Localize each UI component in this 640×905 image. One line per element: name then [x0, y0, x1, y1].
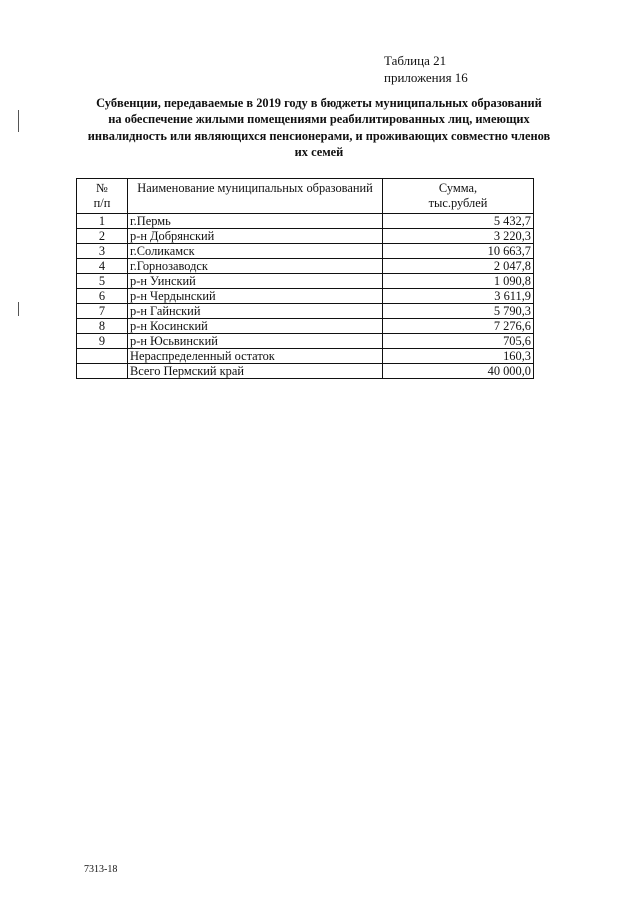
header-num: № п/п — [77, 179, 128, 214]
row-sum: 7 276,6 — [383, 319, 534, 334]
row-sum: 10 663,7 — [383, 244, 534, 259]
row-sum: 5 790,3 — [383, 304, 534, 319]
row-sum: 3 220,3 — [383, 229, 534, 244]
table-number: Таблица 21 — [384, 53, 447, 68]
document-code: 7313-18 — [84, 864, 118, 875]
row-num: 1 — [77, 214, 128, 229]
row-sum: 1 090,8 — [383, 274, 534, 289]
table-body — [77, 214, 534, 379]
document-title — [78, 95, 560, 161]
title-line: Субвенции, передаваемые в 2019 году в бюджеты муниципальных образований — [96, 96, 542, 110]
row-num: 7 — [77, 304, 128, 319]
row-name: р-н Гайнский — [128, 304, 383, 319]
row-name: р-н Косинский — [128, 319, 383, 334]
row-sum: 5 432,7 — [383, 214, 534, 229]
title-line: на обеспечение жилыми помещениями реабилитированных лиц, имеющих — [108, 112, 530, 127]
row-name: р-н Чердынский — [128, 289, 383, 304]
table-row — [77, 334, 534, 349]
row-num: 2 — [77, 229, 128, 244]
table-row — [77, 259, 534, 274]
row-name: Нераспределенный остаток — [128, 349, 383, 364]
table-row — [77, 244, 534, 259]
row-sum: 705,6 — [383, 334, 534, 349]
row-sum: 160,3 — [383, 349, 534, 364]
table-header-row — [77, 179, 534, 214]
row-name: г.Пермь — [128, 214, 383, 229]
scan-artifact — [18, 110, 19, 132]
table-row — [77, 349, 534, 364]
row-name: Всего Пермский край — [128, 364, 383, 379]
table-row — [77, 304, 534, 319]
row-num: 3 — [77, 244, 128, 259]
row-name: г.Горнозаводск — [128, 259, 383, 274]
row-name: р-н Уинский — [128, 274, 383, 289]
row-sum: 3 611,9 — [383, 289, 534, 304]
table-row — [77, 214, 534, 229]
row-name: р-н Юсьвинский — [128, 334, 383, 349]
row-num: 5 — [77, 274, 128, 289]
table-row — [77, 364, 534, 379]
row-num — [77, 349, 128, 364]
title-line: их семей — [294, 145, 344, 160]
row-num: 8 — [77, 319, 128, 334]
table-row — [77, 274, 534, 289]
row-num: 4 — [77, 259, 128, 274]
table-row — [77, 289, 534, 304]
scan-artifact — [18, 302, 19, 316]
header-name: Наименование муниципальных образований — [128, 179, 383, 214]
table-reference — [384, 52, 468, 86]
title-line: инвалидность или являющихся пенсионерами, и проживающих совместно членов — [87, 128, 551, 143]
row-name: г.Соликамск — [128, 244, 383, 259]
row-num — [77, 364, 128, 379]
table-row — [77, 319, 534, 334]
row-name: р-н Добрянский — [128, 229, 383, 244]
table-row — [77, 229, 534, 244]
row-sum: 2 047,8 — [383, 259, 534, 274]
appendix-number: приложения 16 — [384, 70, 468, 85]
row-num: 9 — [77, 334, 128, 349]
subsidy-table — [76, 178, 534, 379]
row-sum: 40 000,0 — [383, 364, 534, 379]
row-num: 6 — [77, 289, 128, 304]
header-sum: Сумма, тыс.рублей — [383, 179, 534, 214]
